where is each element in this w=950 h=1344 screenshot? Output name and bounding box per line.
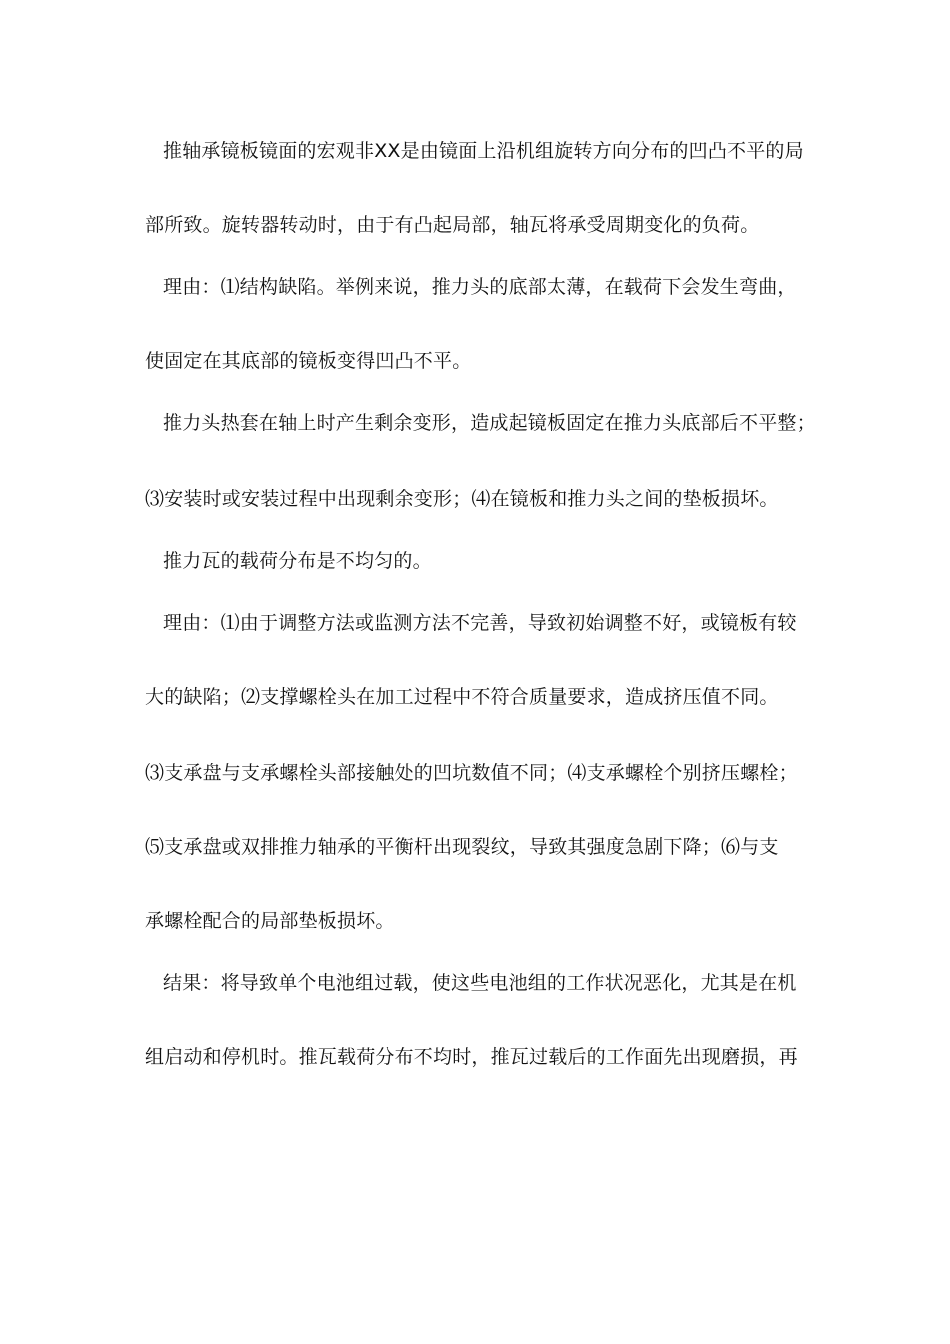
text-line-4: 使固定在其底部的镜板变得凹凸不平。 xyxy=(145,350,472,372)
text-line-11: ⑸支承盘或双排推力轴承的平衡杆出现裂纹，导致其强度急剧下降；⑹与支 xyxy=(145,836,779,858)
text-line-9: 大的缺陷；⑵支撑螺栓头在加工过程中不符合质量要求，造成挤压值不同。 xyxy=(145,686,779,708)
text-line-12: 承螺栓配合的局部垫板损坏。 xyxy=(145,910,395,932)
text-line-7: 推力瓦的载荷分布是不均匀的。 xyxy=(163,550,432,572)
text-line-14: 组启动和停机时。推瓦载荷分布不均时，推瓦过载后的工作面先出现磨损，再 xyxy=(145,1046,798,1068)
text-line-2: 部所致。旋转器转动时，由于有凸起局部，轴瓦将承受周期变化的负荷。 xyxy=(145,214,760,236)
text-line-5: 推力头热套在轴上时产生剩余变形，造成起镜板固定在推力头底部后不平整； xyxy=(163,412,816,434)
text-line-8: 理由：⑴由于调整方法或监测方法不完善，导致初始调整不好，或镜板有较 xyxy=(163,612,797,634)
text-line-13: 结果：将导致单个电池组过载，使这些电池组的工作状况恶化，尤其是在机 xyxy=(163,972,797,994)
text-line-6: ⑶安装时或安装过程中出现剩余变形；⑷在镜板和推力头之间的垫板损坏。 xyxy=(145,488,779,510)
text-line-10: ⑶支承盘与支承螺栓头部接触处的凹坑数值不同；⑷支承螺栓个别挤压螺栓； xyxy=(145,762,798,784)
text-line-1: 推轴承镜板镜面的宏观非XX是由镜面上沿机组旋转方向分布的凹凸不平的局 xyxy=(163,140,804,162)
text-line-3: 理由：⑴结构缺陷。举例来说，推力头的底部太薄，在载荷下会发生弯曲， xyxy=(163,276,797,298)
